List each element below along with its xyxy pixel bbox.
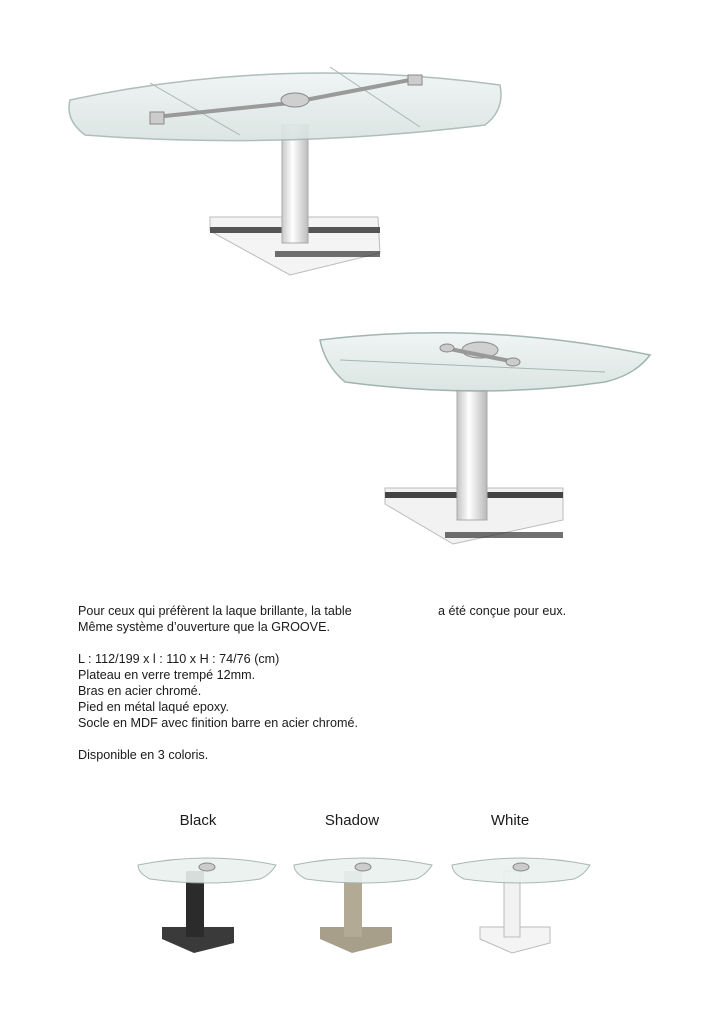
spec-base: Socle en MDF avec finition barre en acier chromé. [78, 716, 358, 730]
intro-text-part2: a été conçue pour eux. [438, 604, 567, 618]
table-photo-square [305, 310, 660, 560]
product-description [78, 603, 638, 763]
variant-label-black: Black [179, 812, 217, 829]
intro-line-1 [78, 603, 638, 619]
spec-leg: Pied en métal laqué epoxy. [78, 700, 229, 714]
availability-note: Disponible en 3 coloris. [78, 748, 209, 762]
intro-text-part1: Pour ceux qui préfèrent la laque brillante, la table [78, 604, 352, 618]
spec-arms: Bras en acier chromé. [78, 684, 202, 698]
variant-label-shadow: Shadow [324, 812, 380, 829]
intro-line-2: Même système d’ouverture que la GROOVE. [78, 620, 330, 634]
variant-photo-white [446, 845, 596, 955]
spec-top: Plateau en verre trempé 12mm. [78, 668, 256, 682]
variant-photo-black [132, 845, 282, 955]
variant-photo-shadow [288, 845, 438, 955]
variant-label-white: White [490, 812, 530, 829]
spec-dimensions: L : 112/199 x l : 110 x H : 74/76 (cm) [78, 652, 280, 666]
table-photo-oval [60, 55, 520, 295]
